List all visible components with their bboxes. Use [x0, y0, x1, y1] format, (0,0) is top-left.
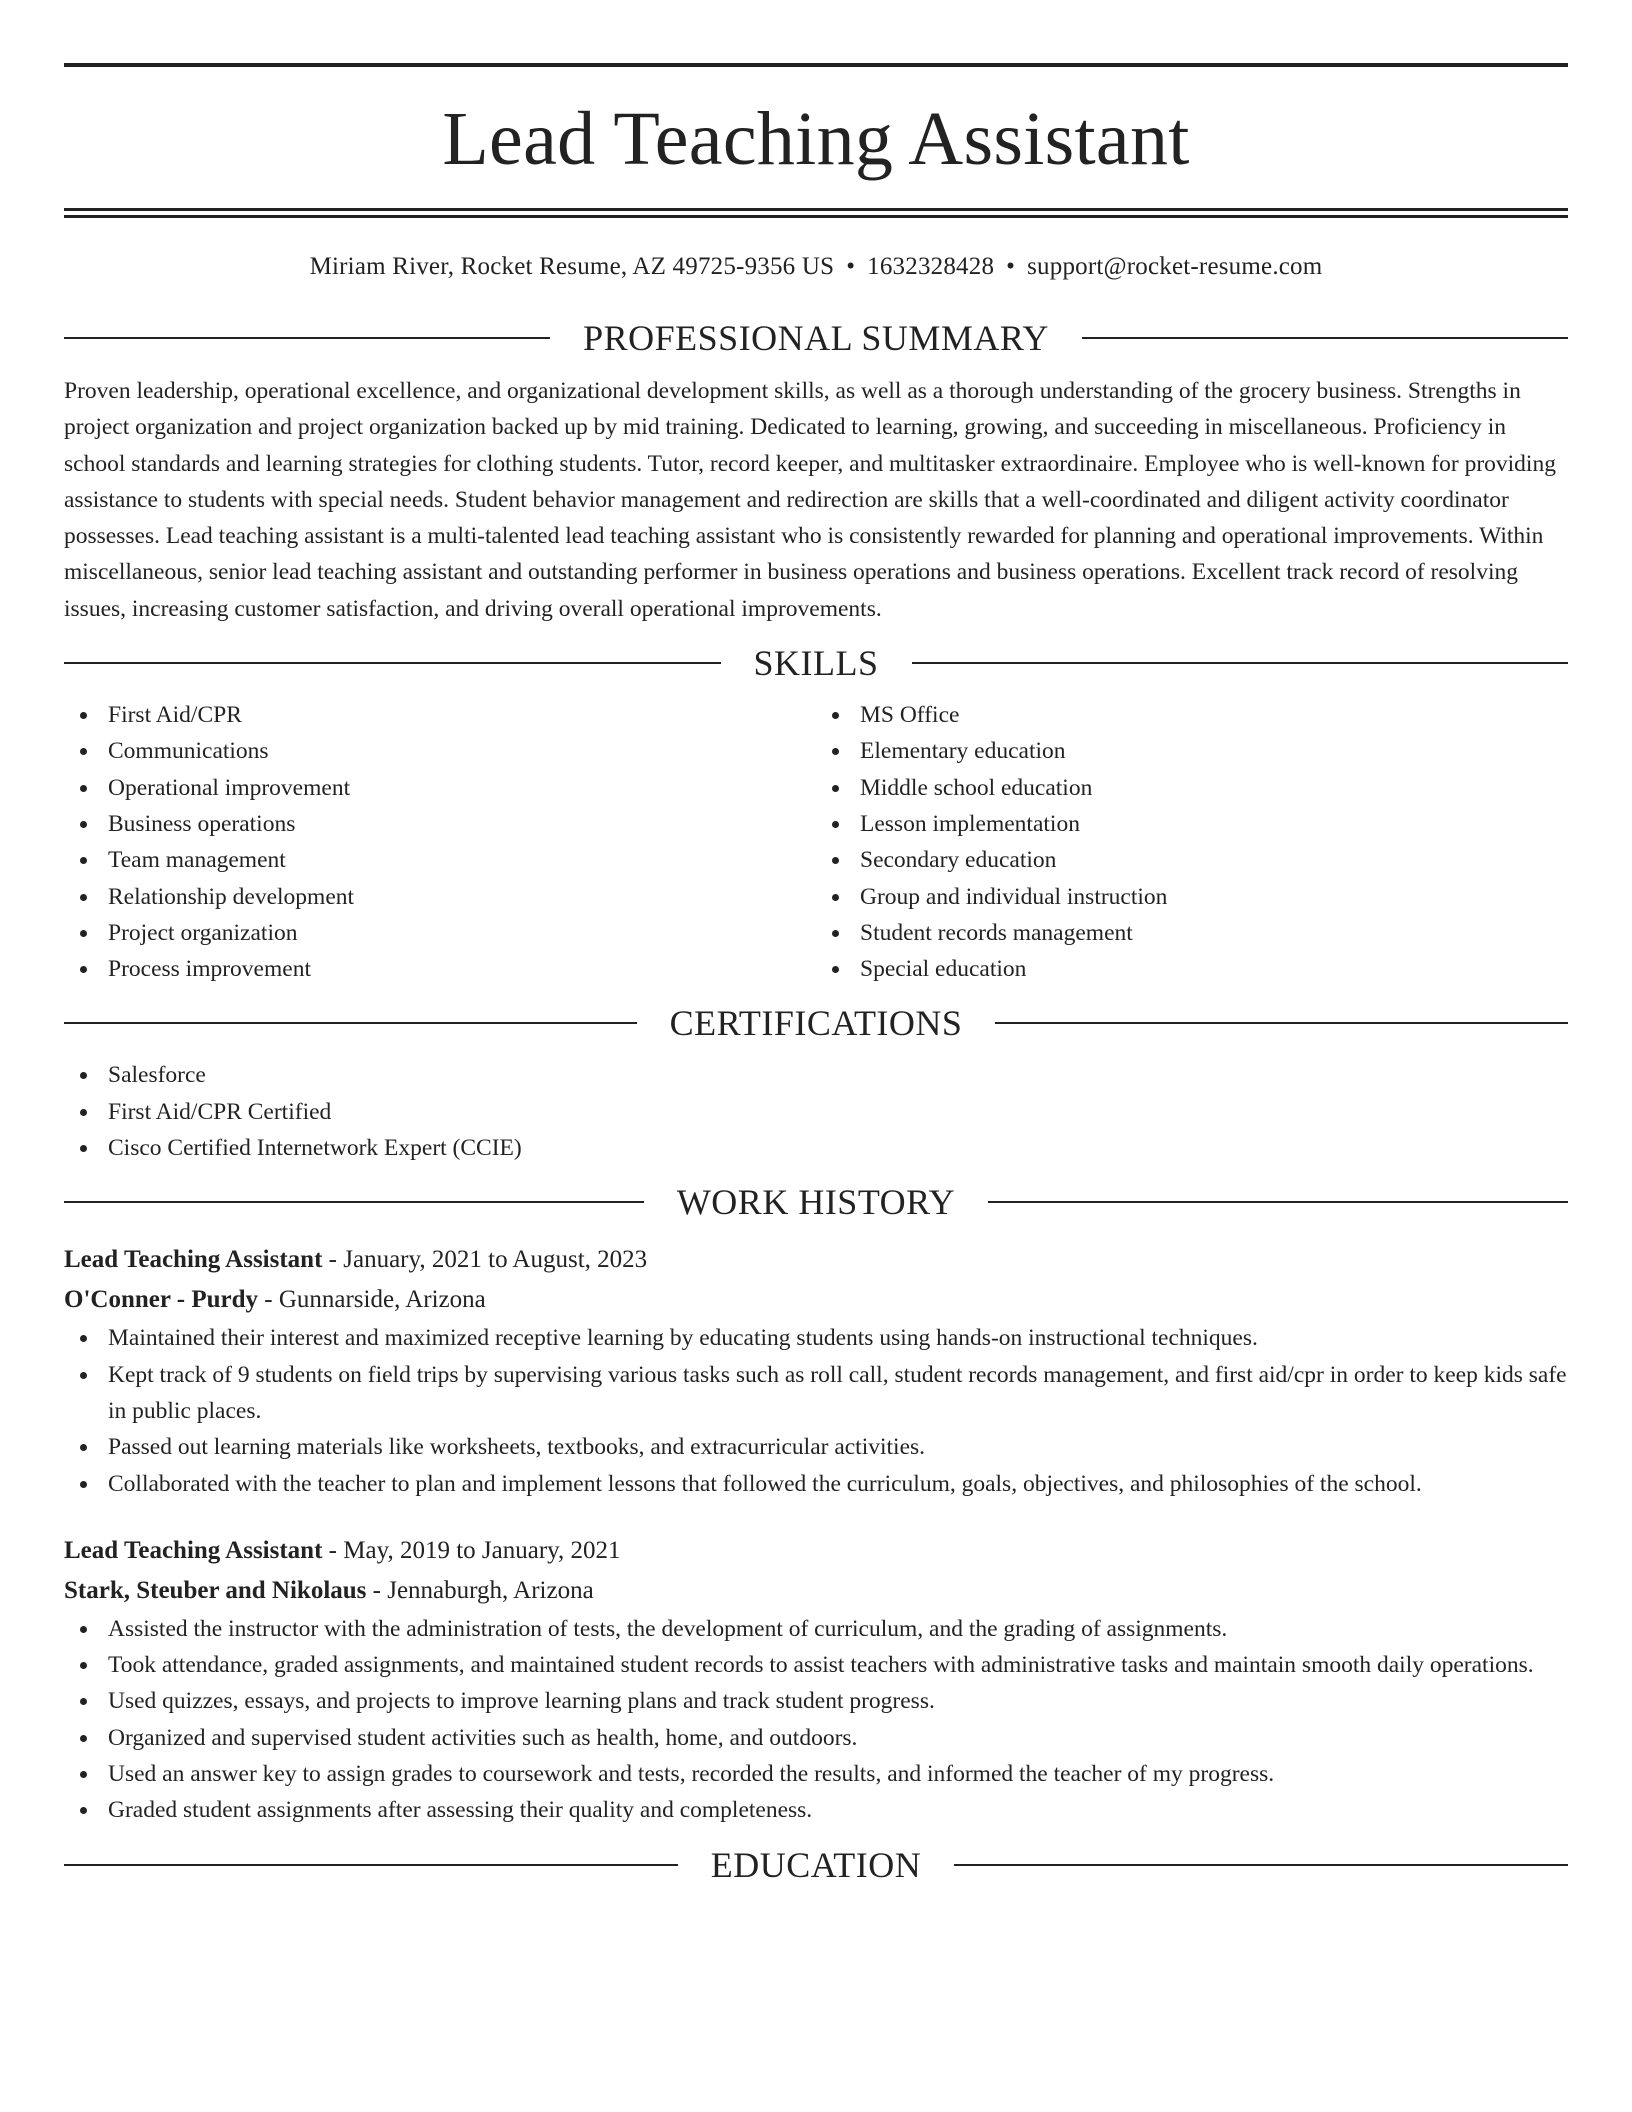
contact-address: Miriam River, Rocket Resume, AZ 49725-9356 US — [309, 253, 835, 280]
certification-item: First Aid/CPR Certified — [64, 1094, 1568, 1130]
job-title-line — [64, 1240, 1568, 1280]
job-dates: - May, 2019 to January, 2021 — [322, 1536, 621, 1564]
skill-item: Special education — [816, 951, 1568, 987]
section-divider-left — [64, 1022, 637, 1024]
skills-list — [64, 697, 1568, 987]
certification-item: Salesforce — [64, 1057, 1568, 1093]
skill-item: Elementary education — [816, 733, 1568, 769]
job-title-line — [64, 1531, 1568, 1571]
job-company: Stark, Steuber and Nikolaus — [64, 1576, 367, 1604]
section-divider-right — [995, 1022, 1568, 1024]
title-double-divider — [64, 208, 1568, 218]
skills-section-title: SKILLS — [753, 643, 879, 684]
job-dates: - January, 2021 to August, 2023 — [322, 1246, 648, 1274]
skill-item: Project organization — [64, 915, 816, 951]
summary-text: Proven leadership, operational excellence, and organizational development skills, as well as a thorough understanding of the grocery business. Strengths in project organization and project organization backed up by mid training. Dedicated to learning, growing, and succeeding in miscellaneous. Proficiency in school standards and learning strategies for clothing students. Tutor, record keeper, and multitasker extraordinaire. Employee who is well-known for providing assistance to students with special needs. Student behavior management and redirection are skills that a well-coordinated and diligent activity coordinator possesses. Lead teaching assistant is a multi-talented lead teaching assistant who is consistently rewarded for planning and operational improvements. Within miscellaneous, senior lead teaching assistant and outstanding performer in business operations and business operations. Excellent track record of resolving issues, increasing customer satisfaction, and driving overall operational improvements. — [64, 378, 1556, 622]
section-divider-left — [64, 337, 550, 339]
work-section-title: WORK HISTORY — [676, 1182, 956, 1223]
skill-item: Team management — [64, 842, 816, 878]
contact-line — [64, 251, 1568, 283]
resume-title: Lead Teaching Assistant — [442, 97, 1190, 181]
skill-item: Process improvement — [64, 951, 816, 987]
skill-item: Middle school education — [816, 770, 1568, 806]
job-duty-item: Assisted the instructor with the administration of tests, the development of curriculum, and the grading of assignments. — [64, 1611, 1568, 1647]
section-divider-right — [912, 662, 1569, 664]
job-company-line — [64, 1280, 1568, 1320]
skill-item: Secondary education — [816, 842, 1568, 878]
job-location: - Jennaburgh, Arizona — [366, 1576, 594, 1604]
job-duty-item: Maintained their interest and maximized receptive learning by educating students using hands-on instructional techniques. — [64, 1320, 1568, 1356]
contact-email: support@rocket-resume.com — [1027, 253, 1323, 280]
section-divider-left — [64, 1864, 678, 1866]
job-title: Lead Teaching Assistant — [64, 1536, 323, 1564]
job-duty-item: Used quizzes, essays, and projects to improve learning plans and track student progress. — [64, 1683, 1568, 1719]
section-divider-right — [954, 1864, 1568, 1866]
job-duty-item: Passed out learning materials like worksheets, textbooks, and extracurricular activities. — [64, 1429, 1568, 1465]
section-divider-left — [64, 1201, 644, 1203]
skill-item: MS Office — [816, 697, 1568, 733]
contact-separator: • — [1006, 253, 1016, 280]
skill-item: Lesson implementation — [816, 806, 1568, 842]
job-company-line — [64, 1571, 1568, 1611]
section-divider-left — [64, 662, 721, 664]
skill-item: Operational improvement — [64, 770, 816, 806]
skill-item: Group and individual instruction — [816, 879, 1568, 915]
education-section-title: EDUCATION — [710, 1844, 922, 1885]
job-duties-list — [64, 1320, 1568, 1501]
certifications-list — [64, 1057, 1568, 1166]
job-title: Lead Teaching Assistant — [64, 1246, 323, 1274]
skills-section-header — [64, 641, 1568, 685]
job-entry — [64, 1531, 1568, 1829]
job-location: - Gunnarside, Arizona — [258, 1286, 486, 1314]
job-duty-item: Kept track of 9 students on field trips by supervising various tasks such as roll call, student records management, and first aid/cpr in order to keep kids safe in public places. — [64, 1357, 1568, 1430]
education-section-header — [64, 1843, 1568, 1887]
job-entry — [64, 1240, 1568, 1501]
job-duty-item: Graded student assignments after assessing their quality and completeness. — [64, 1792, 1568, 1828]
section-divider-right — [988, 1201, 1568, 1203]
certification-item: Cisco Certified Internetwork Expert (CCIE) — [64, 1130, 1568, 1166]
job-duty-item: Collaborated with the teacher to plan and implement lessons that followed the curriculum, goals, objectives, and philosophies of the school. — [64, 1466, 1568, 1502]
section-divider-right — [1082, 337, 1568, 339]
summary-section-title: PROFESSIONAL SUMMARY — [583, 318, 1049, 358]
summary-section-header — [64, 316, 1568, 360]
job-duty-item: Organized and supervised student activities such as health, home, and outdoors. — [64, 1720, 1568, 1756]
skills-column-right — [816, 697, 1568, 987]
certifications-section-header — [64, 1001, 1568, 1045]
job-company: O'Conner - Purdy — [64, 1286, 258, 1314]
contact-separator: • — [846, 253, 856, 280]
skill-item: Student records management — [816, 915, 1568, 951]
contact-phone: 1632328428 — [867, 253, 995, 280]
work-section-header — [64, 1180, 1568, 1224]
job-duty-item: Took attendance, graded assignments, and maintained student records to assist teachers with administrative tasks and maintain smooth daily operations. — [64, 1647, 1568, 1683]
job-duties-list — [64, 1611, 1568, 1829]
skill-item: Communications — [64, 733, 816, 769]
certifications-section-title: CERTIFICATIONS — [669, 1003, 963, 1044]
skill-item: Relationship development — [64, 879, 816, 915]
skill-item: Business operations — [64, 806, 816, 842]
job-duty-item: Used an answer key to assign grades to coursework and tests, recorded the results, and informed the teacher of my progress. — [64, 1756, 1568, 1792]
skill-item: First Aid/CPR — [64, 697, 816, 733]
skills-column-left — [64, 697, 816, 987]
